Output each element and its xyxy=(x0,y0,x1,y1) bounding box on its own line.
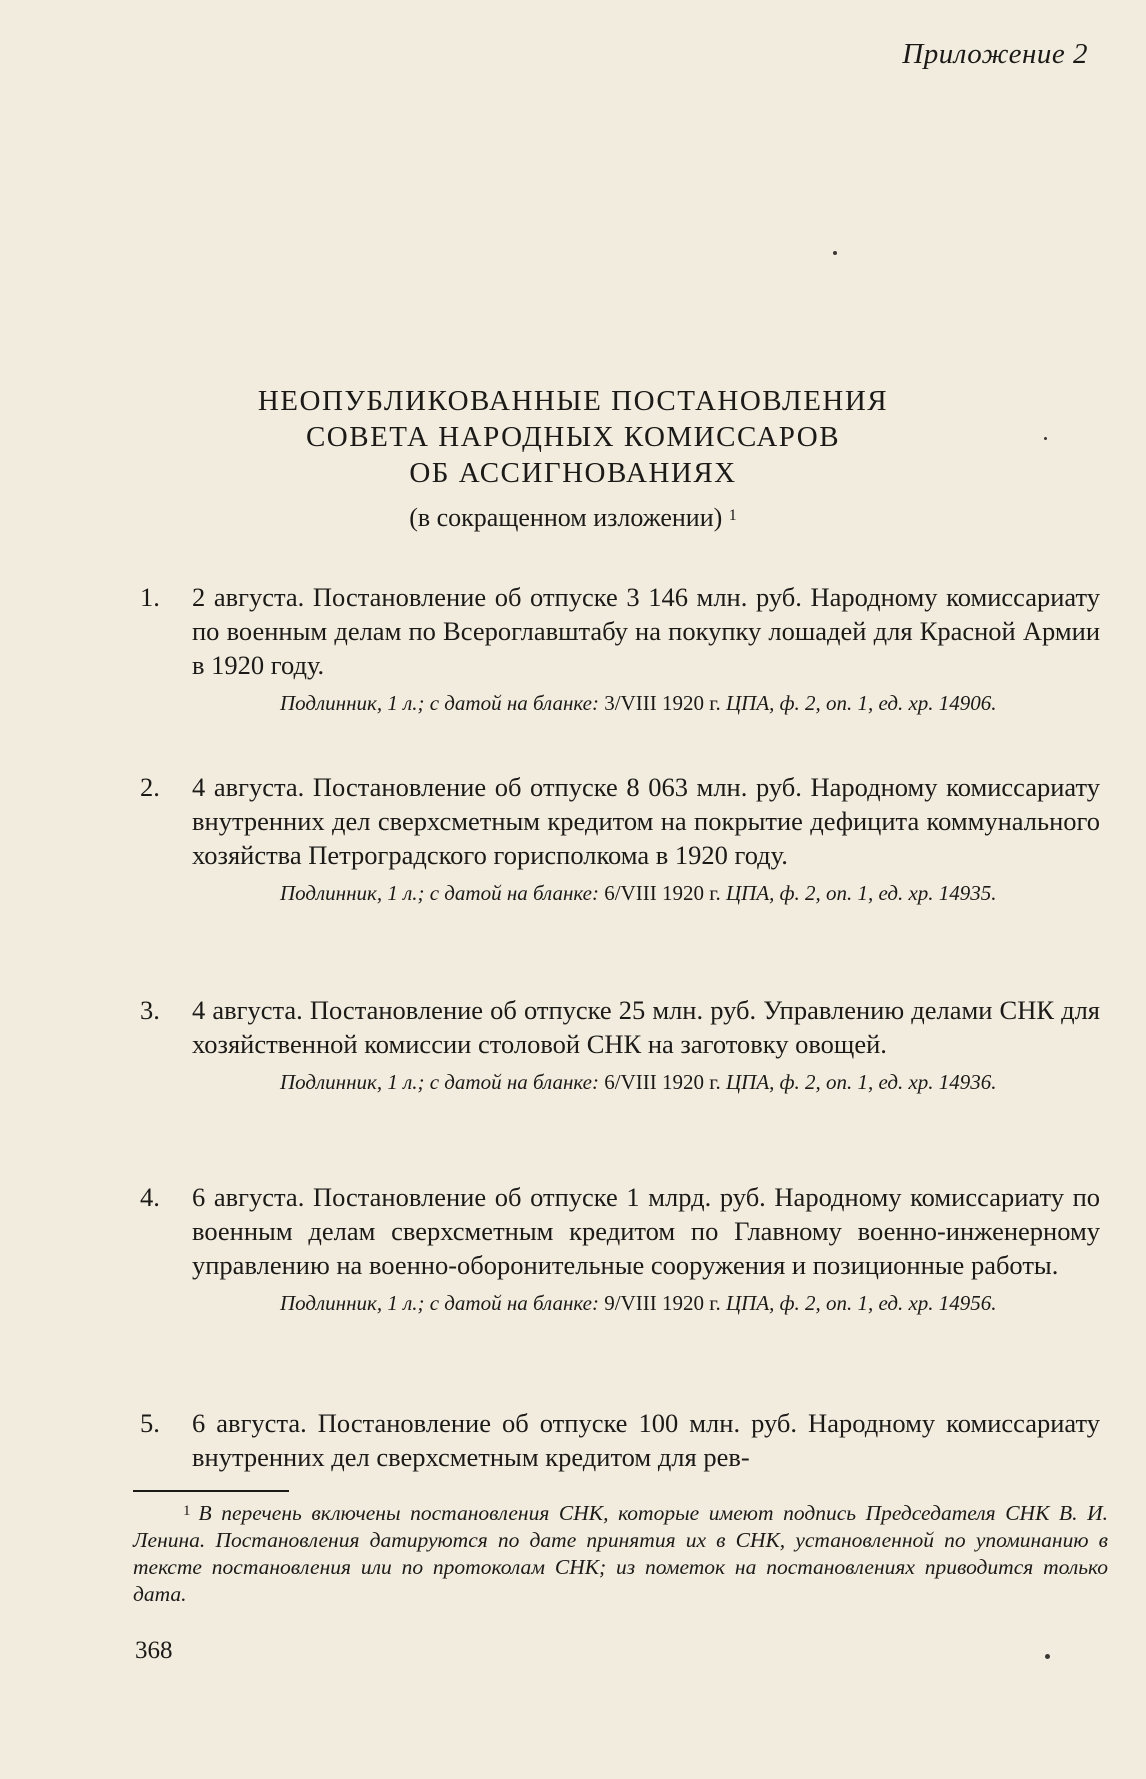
ref-source: ЦПА, ф. 2, оп. 1, ед. хр. 14935. xyxy=(725,881,997,905)
ref-date: 3/VIII 1920 г. xyxy=(604,691,721,715)
entry-4 xyxy=(140,1180,1100,1317)
entry-number: 5. xyxy=(140,1408,160,1438)
title-line-3: ОБ АССИГНОВАНИЯХ xyxy=(409,457,737,489)
footnote-rule xyxy=(133,1490,289,1492)
footnote-mark: 1 xyxy=(183,1503,191,1519)
ref-source: ЦПА, ф. 2, оп. 1, ед. хр. 14906. xyxy=(725,691,997,715)
subtitle xyxy=(0,501,1146,535)
ref-italic: Подлинник, 1 л.; с датой на бланке: xyxy=(280,1070,599,1094)
title-block xyxy=(0,383,1146,535)
entry-number: 3. xyxy=(140,995,160,1025)
print-speck xyxy=(833,251,837,255)
entry-text: 2 августа. Постановление об отпуске 3 146 млн. руб. Народному комиссариату по военным делам по Всероглавштабу на покупку лошадей для Красной Армии в 1920 году. xyxy=(192,582,1100,680)
entry-5 xyxy=(140,1406,1100,1474)
ref-italic: Подлинник, 1 л.; с датой на бланке: xyxy=(280,691,599,715)
title-line-2: СОВЕТА НАРОДНЫХ КОМИССАРОВ xyxy=(305,421,841,453)
ref-source: ЦПА, ф. 2, оп. 1, ед. хр. 14936. xyxy=(725,1070,997,1094)
entry-text: 4 августа. Постановление об отпуске 8 063 млн. руб. Народному комиссариату внутренних дел сверхсметным кредитом на покрытие дефицита коммунального хозяйства Петроградского горисполкома в 1920 году. xyxy=(192,772,1100,870)
entry-reference xyxy=(280,1290,1100,1317)
entry-1 xyxy=(140,580,1100,717)
entry-text: 6 августа. Постановление об отпуске 100 млн. руб. Народному комиссариату внутренних дел сверхсметным кредитом для рев- xyxy=(192,1408,1100,1472)
page-number: 368 xyxy=(135,1637,173,1664)
subtitle-footnote-mark: 1 xyxy=(728,507,737,524)
footnote-text: В перечень включены постановления СНК, которые имеют подпись Председателя СНК В. И. Ленина. Постановления датируются по дате принятия их в СНК, установленной по упоминанию в тексте постановления или по протоколам СНК; из пометок на постановлениях приводится только дата. xyxy=(133,1501,1108,1606)
print-speck xyxy=(1045,1654,1050,1659)
ref-date: 6/VIII 1920 г. xyxy=(604,1070,721,1094)
print-speck xyxy=(1044,437,1047,440)
subtitle-text: (в сокращенном изложении) xyxy=(409,503,723,532)
entry-2 xyxy=(140,770,1100,907)
entry-number: 4. xyxy=(140,1182,160,1212)
ref-italic: Подлинник, 1 л.; с датой на бланке: xyxy=(280,1291,599,1315)
entry-text: 4 августа. Постановление об отпуске 25 млн. руб. Управлению делами СНК для хозяйственной комиссии столовой СНК на заготовку овощей. xyxy=(192,995,1100,1059)
title-line-1: НЕОПУБЛИКОВАННЫЕ ПОСТАНОВЛЕНИЯ xyxy=(257,385,889,417)
ref-italic: Подлинник, 1 л.; с датой на бланке: xyxy=(280,881,599,905)
entry-reference xyxy=(280,880,1100,907)
entry-text: 6 августа. Постановление об отпуске 1 млрд. руб. Народному комиссариату по военным делам сверхсметным кредитом по Главному военно-инженерному управлению на военно-оборонительные сооружения и позиционные работы. xyxy=(192,1182,1100,1280)
entry-reference xyxy=(280,690,1100,717)
entry-reference xyxy=(280,1069,1100,1096)
footnote xyxy=(133,1500,1108,1608)
ref-source: ЦПА, ф. 2, оп. 1, ед. хр. 14956. xyxy=(725,1291,997,1315)
entry-3 xyxy=(140,993,1100,1096)
entry-number: 2. xyxy=(140,772,160,802)
running-head: Приложение 2 xyxy=(902,38,1088,70)
entry-number: 1. xyxy=(140,582,160,612)
ref-date: 9/VIII 1920 г. xyxy=(604,1291,721,1315)
ref-date: 6/VIII 1920 г. xyxy=(604,881,721,905)
